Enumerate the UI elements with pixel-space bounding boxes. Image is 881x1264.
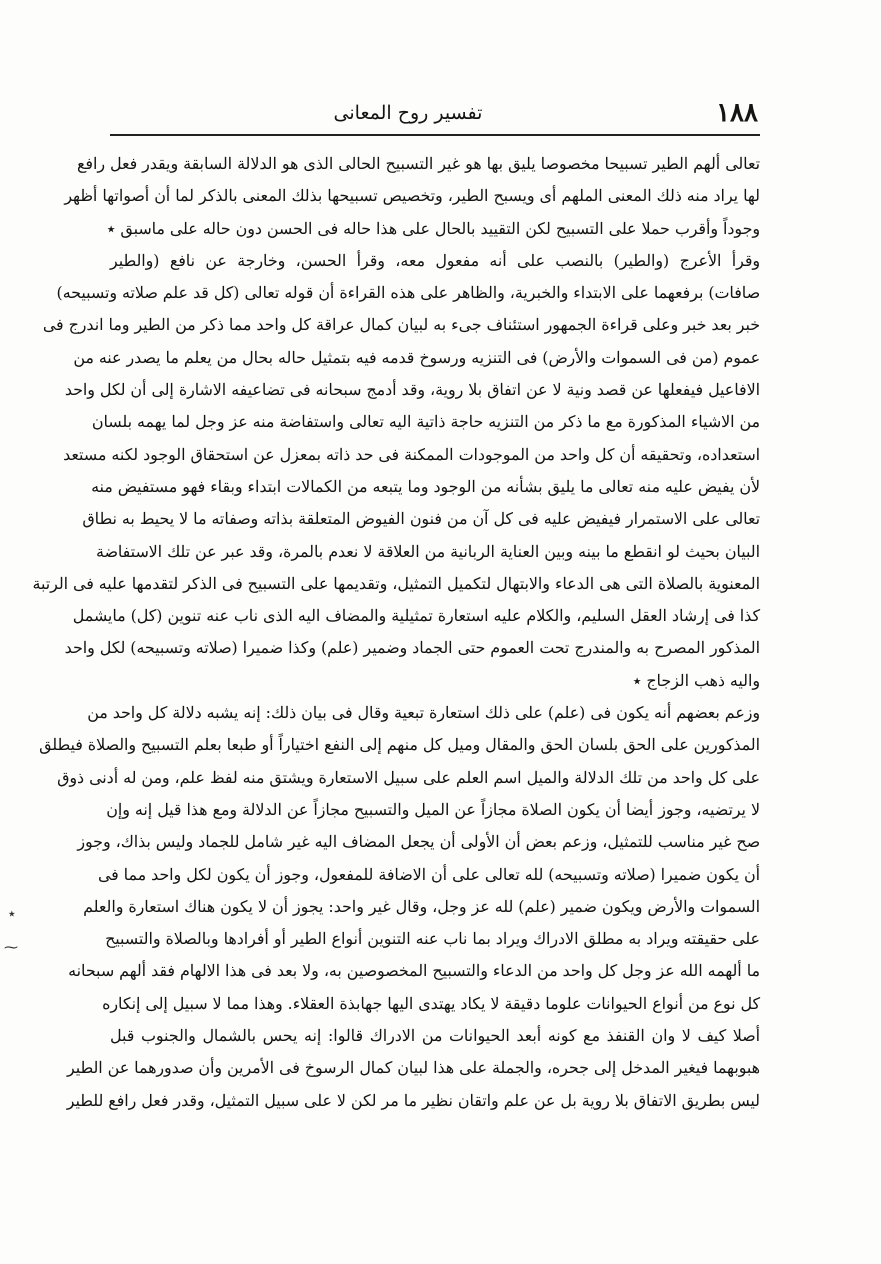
text-line: واليه ذهب الزجاج ٭ [632, 670, 760, 690]
text-line: البيان بحيث لو انقطع ما بينه وبين العناية الربانية من العلاقة لا نعدم بالمرة، وقد عبر عن تلك الاستفاضة [95, 541, 760, 561]
text-line: خبر بعد خبر وعلى قراءة الجمهور استئناف جىء به لبيان كمال عراقة كل واحد مما ذكر من الطير وما اندرج فى [42, 315, 760, 335]
text-line: السموات والأرض ويكون ضمير (علم) لله عز وجل، وقال غير واحد: يجوز أن لا يكون هناك استعارة والعلم [83, 896, 760, 916]
text-line: ما ألهمه الله عز وجل كل واحد من الدعاء والتسبيح المخصوصين به، ولا بعد فى هذا الالهام فقد ألهم سبحانه [68, 961, 760, 981]
text-line: وزعم بعضهم أنه يكون فى (علم) على ذلك استعارة تبعية وقال فى بيان ذلك: إنه يشبه دلالة كل واحد من [87, 703, 760, 723]
text-line: لا يرتضيه، وجوز أيضا أن يكون الصلاة مجازاً عن الميل والتسبيح مجازاً عن الدلالة ومع هذا قيل إنه وإن [106, 799, 760, 819]
margin-mark: ⁓ [4, 940, 18, 956]
text-line: هبوبهما فيغير المدخل إلى جحره، والجملة على هذا لبيان كمال الرسوخ فى الأمرين وأن صدورهما عن الطير [67, 1058, 760, 1078]
text-line: كذا فى إرشاد العقل السليم، والكلام عليه استعارة تمثيلية والمضاف اليه الذى ناب عنه تنوين (كل) مايشمل [72, 606, 760, 626]
margin-mark: ٭ [8, 906, 16, 922]
text-line: المعنوية بالصلاة التى هى الدعاء والابتهال لتكميل التمثيل، وتقديمها على التسبيح فى الذكر لتقدمها عليه فى الرتبة [32, 573, 760, 593]
text-line: ليس بطريق الاتفاق بلا روية بل عن علم واتقان نظير ما مر لكن لا على سبيل التمثيل، وقدر فعل رافع للطير [66, 1090, 760, 1110]
text-line: وقرأ الأعرج (والطير) بالنصب على أنه مفعول معه، وقرأ الحسن، وخارجة عن نافع (والطير [110, 250, 760, 270]
running-title: تفسير روح المعانى [333, 102, 483, 124]
text-line: أن يكون ضميرا (صلاته وتسبيحه) لله تعالى على أن الاضافة للمفعول، وجوز أن يكون لكل واحد مما فى [97, 864, 760, 884]
header-rule [110, 134, 760, 136]
body-text [32, 148, 760, 1117]
text-line: تعالى ألهم الطير تسبيحا مخصوصا يليق بها هو غير التسبيح الحالى الذى هو الدلالة السابقة ويقدر فعل رافع [76, 154, 760, 173]
text-line: على حقيقته ويراد به مطلق الادراك ويراد بما ناب عنه التنوين أنواع الطير أو أفرادها وبالصلاة والتسبيح [105, 929, 760, 949]
text-line: المذكورين على الحق بلسان الحق والمقال وميل كل منهم إلى النفع اختياراً أو طبعا بعلم التسبيح والصلاة فيطلق [39, 735, 760, 755]
text-line: وجوداً وأقرب حملا على التسبيح لكن التقييد بالحال على هذا حاله فى الحسن دون حاله على ماسبق ٭ [106, 218, 760, 238]
text-line: كل نوع من أنواع الحيوانات علوما دقيقة لا يكاد يهتدى اليها جهابذة العقلاء. وهذا مما لا سبيل إلى إنكاره [102, 993, 760, 1013]
text-line: عموم (من فى السموات والأرض) فى التنزيه ورسوخ قدمه فيه بتمثيل حاله بحال من يعلم ما يصدر عنه من [73, 347, 760, 367]
text-line: أصلا كيف لا وان القنفذ مع كونه أبعد الحيوانات من الادراك قالوا: إنه يحس بالشمال والجنوب قبل [110, 1026, 760, 1046]
page-header [108, 98, 758, 134]
text-line: تعالى على الاستمرار فيفيض عليه فى كل آن من فنون الفيوض المتعلقة بذاته وصفاته ما لا يحيط به نطاق [82, 509, 760, 529]
page-number: ١٨٨ [716, 98, 758, 128]
text-line: على كل واحد من تلك الدلالة والميل اسم العلم على سبيل الاستعارة ويشتق منه لفظ علم، ومن له أدنى ذوق [57, 767, 760, 787]
text-line: من الاشياء المذكورة مع ما ذكر من التنزيه حاجة ذاتية اليه تعالى واستفاضة منه عز وجل لما يهمه بلسان [91, 412, 760, 432]
text-line: صح غير مناسب للتمثيل، وزعم بعض أن الأولى أن يجعل المضاف اليه غير شامل للجماد وليس بذاك، وجوز [77, 832, 760, 852]
text-line: لها يراد منه ذلك المعنى الملهم أى ويسبح الطير، وتخصيص تسبيحها بذلك المعنى بالذكر لما أن أصواتها أظهر [64, 186, 760, 206]
text-line: صافات) برفعهما على الابتداء والخبرية، والظاهر على هذه القراءة أن قوله تعالى (كل قد علم صلاته وتسبيحه) [56, 283, 760, 303]
text-line: المذكور المصرح به والمندرج تحت العموم حتى الجماد وضمير (علم) وكذا ضميرا (صلاته وتسبيحه) لكل واحد [64, 638, 760, 658]
text-line: الافاعيل فيفعلها عن قصد ونية لا عن اتفاق بلا روية، وقد أدمج سبحانه فى تضاعيفه الاشارة إلى أن لكل واحد [64, 380, 760, 400]
text-line: استعداده، وتحقيقه أن كل واحد من الموجودات الممكنة فى حد ذاته بمعزل عن استحقاق الوجود لكنه مستعد [63, 444, 760, 464]
text-line: لأن يفيض عليه منه تعالى ما يليق بشأنه من الوجود وما يتبعه من الكمالات ابتداء وبقاء فهو مستفيض منه [91, 476, 760, 496]
